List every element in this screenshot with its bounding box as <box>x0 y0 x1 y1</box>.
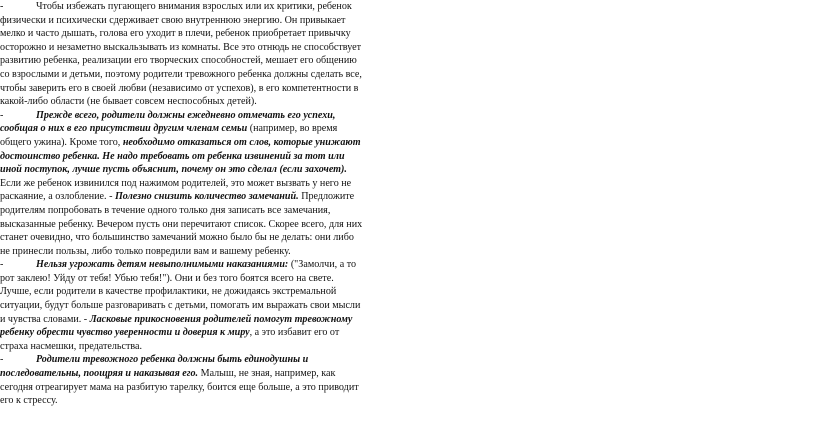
text-line <box>0 163 374 177</box>
text-line: не принесли пользы, либо только повредили вам и вашему ребенку. <box>0 245 291 257</box>
text-line: родителям попробовать в течение одного только дня записать все замечания, <box>0 204 331 216</box>
text-line <box>0 150 374 164</box>
emphasis-text: Прежде всего, родители должны ежедневно отмечать его успехи, <box>36 109 336 121</box>
bullet-dash: - <box>0 1 4 12</box>
bullet-dash: - <box>0 354 4 366</box>
text-line: последовательны, поощряя и наказывая его. Малыш, не зная, например, как <box>0 368 336 380</box>
text-line: сообщая о них в его присутствии другим членам семьи (например, во время <box>0 123 338 135</box>
text-line: - Чтобы избежать пугающего внимания взрослых или их критики, ребенок <box>0 1 352 12</box>
text-line: какой-либо области (не бывает совсем неспособных детей). <box>0 96 257 108</box>
paragraph <box>0 0 374 109</box>
bullet-dash: - <box>0 259 4 271</box>
text-line: страха насмешки, предательства. <box>0 340 143 352</box>
text-line: общего ужина). Кроме того, необходимо отказаться от слов, которые унижают <box>0 136 361 148</box>
text-line <box>0 109 374 123</box>
text-line: осторожно и незаметно выскальзывать из комнаты. Все это отнюдь не способствует <box>0 41 361 53</box>
emphasis-text: необходимо отказаться от слов, которые унижают <box>122 136 361 148</box>
text-line: ситуации, будут больше разговаривать с детьми, помогать им выражать свои мысли <box>0 300 361 312</box>
emphasis-text: Нельзя угрожать детям невыполнимыми наказаниями: <box>36 259 289 271</box>
text-line: чтобы заверить его в своей любви (независимо от успехов), в его компетентности в <box>0 82 359 94</box>
bullet-dash: - <box>0 109 4 121</box>
text-line: развитию ребенка, реализации его творческих способностей, мешает его общению <box>0 55 357 67</box>
text-line: рот заклею! Уйду от тебя! Убью тебя!"). Они и без того боятся всего на свете. <box>0 272 334 284</box>
text-line: - Нельзя угрожать детям невыполнимыми наказаниями: ("Замолчи, а то <box>0 259 357 271</box>
text-line: сегодня отреагирует мама на разбитую тарелку, боится еще больше, а это приводит <box>0 381 359 393</box>
text-line <box>0 353 374 367</box>
emphasis-text: последовательны, поощряя и наказывая его. <box>0 368 199 380</box>
document-text <box>0 0 374 408</box>
emphasis-text: Ласковые прикосновения родителей помогут тревожному <box>89 313 353 325</box>
emphasis-text: сообщая о них в его присутствии другим членам семьи <box>0 123 248 135</box>
text-line: со взрослыми и детьми, поэтому родители тревожного ребенка должны сделать все, <box>0 68 362 80</box>
emphasis-text: Родители тревожного ребенка должны быть единодушны и <box>36 354 309 366</box>
paragraph <box>0 353 374 407</box>
text-line: станет очевидно, что большинство замечаний можно было бы не делать: они либо <box>0 232 354 244</box>
emphasis-text: Полезно снизить количество замечаний. <box>114 191 299 203</box>
text-line: и чувства словами. - Ласковые прикосновения родителей помогут тревожному <box>0 313 353 325</box>
emphasis-text: достоинство ребенка. Не надо требовать от ребенка извинений за тот или <box>0 150 345 162</box>
text-line: Если же ребенок извинился под нажимом родителей, это может вызвать у него не <box>0 177 352 189</box>
paragraph <box>0 109 374 259</box>
text-line: физически и психически сдерживает свою внутреннюю энергию. Он привыкает <box>0 14 346 26</box>
emphasis-text: иной поступок, лучше пусть объяснит, почему он это сделал (если захочет). <box>0 164 347 176</box>
text-line: высказанные ребенку. Вечером пусть они перечитают список. Скорее всего, для них <box>0 218 363 230</box>
paragraph <box>0 258 374 353</box>
emphasis-text: ребенку обрести чувство уверенности и доверия к миру <box>0 327 250 339</box>
text-line: раскаяние, а озлобление. - Полезно снизить количество замечаний. Предложите <box>0 191 355 203</box>
text-line: Лучше, если родители в качестве профилактики, не дожидаясь экстремальной <box>0 286 337 298</box>
text-line: ребенку обрести чувство уверенности и доверия к миру, а это избавит его от <box>0 327 340 339</box>
text-line: мелко и часто дышать, голова его уходит в плечи, ребенок приобретает привычку <box>0 28 351 40</box>
text-line: его к стрессу. <box>0 395 58 407</box>
